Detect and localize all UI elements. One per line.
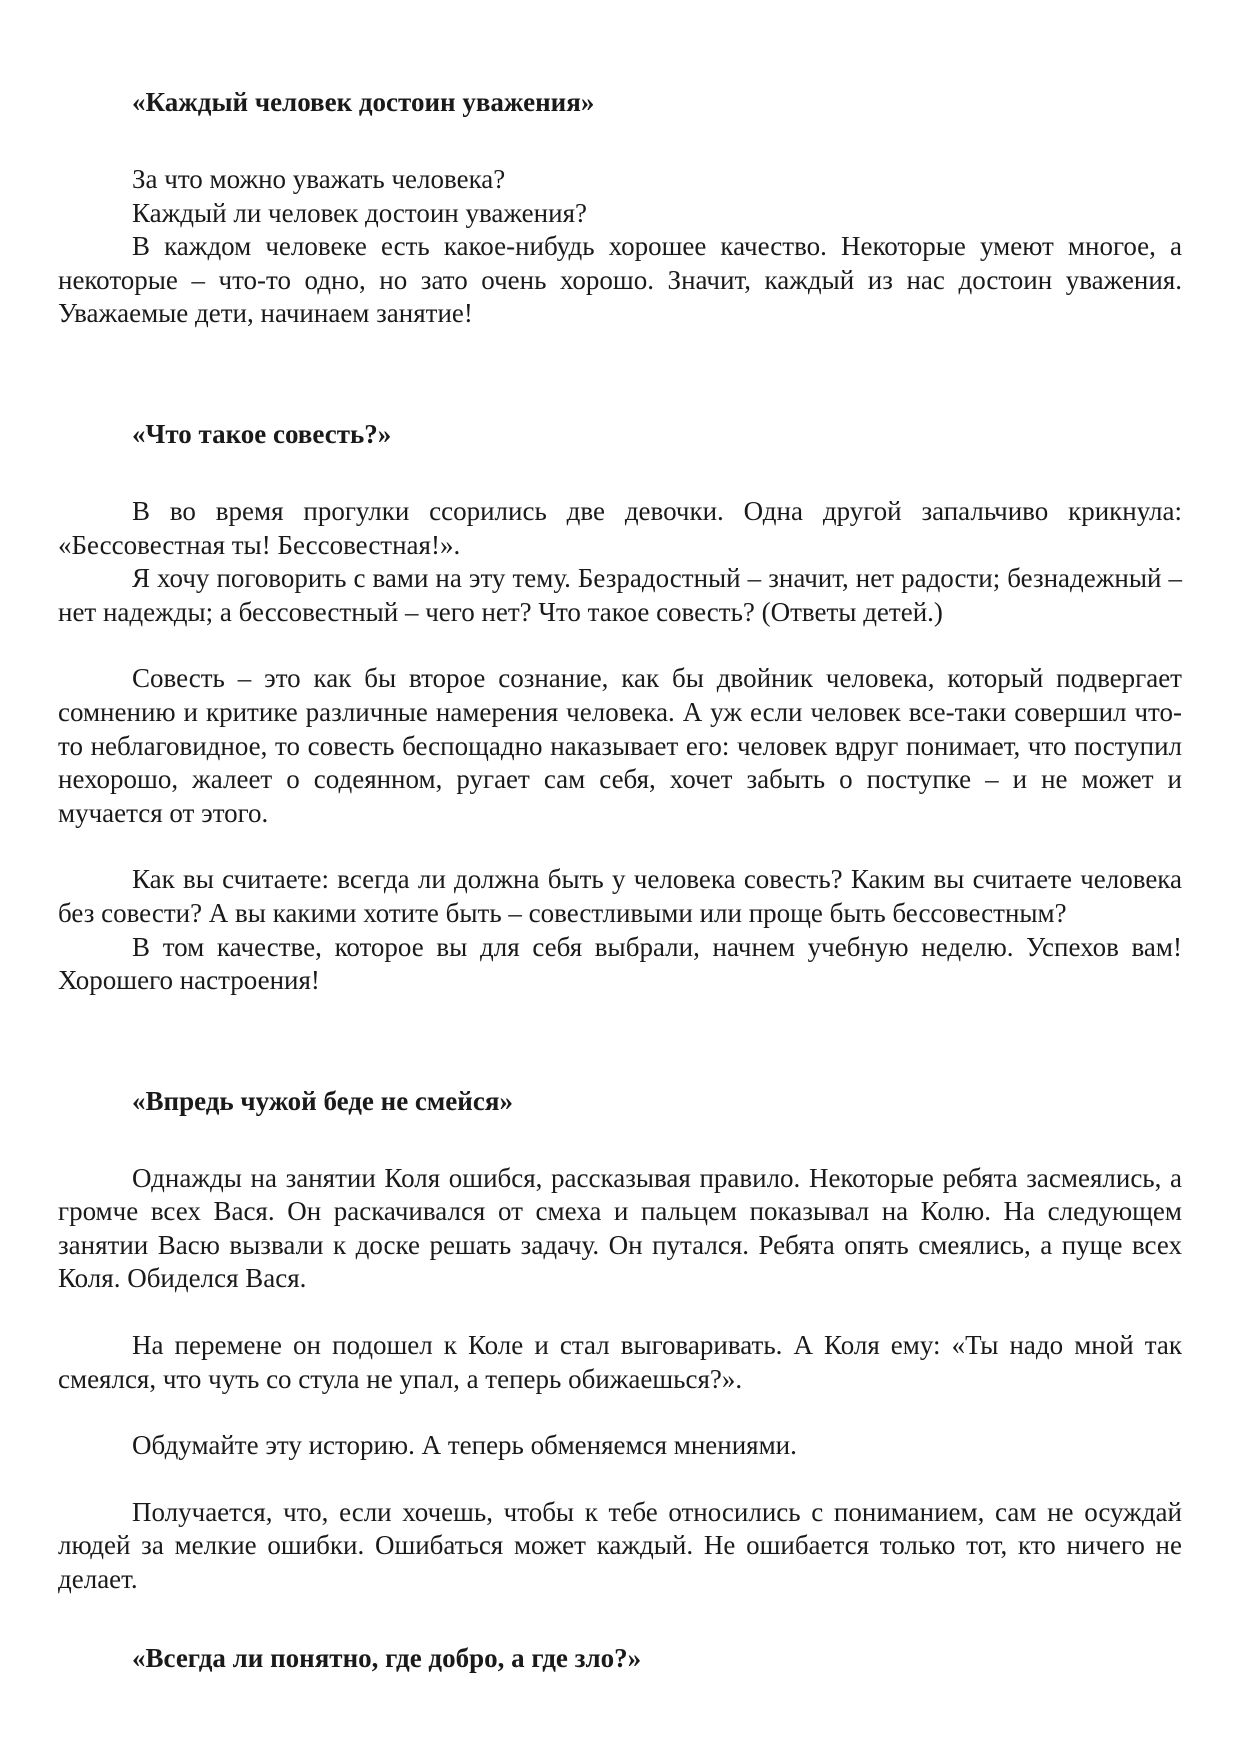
paragraph: Каждый ли человек достоин уважения? — [132, 197, 587, 228]
document-body — [58, 85, 1182, 1675]
section-title: «Всегда ли понятно, где добро, а где зло?» — [132, 1642, 642, 1673]
paragraph: Однажды на занятии Коля ошибся, рассказывая правило. Некоторые ребята засмеялись, а громче всех Вася. Он раскачивался от смеха и пальцем показывал на Колю. На следующем занятии Васю вызвали к доске решать задачу. Он путался. Ребята опять смеялись, а пуще всех Коля. Обиделся Вася. — [58, 1162, 1182, 1294]
paragraph: Обдумайте эту историю. А теперь обменяемся мнениями. — [132, 1430, 797, 1461]
paragraph: В том качестве, которое вы для себя выбрали, начнем учебную неделю. Успехов вам! Хорошего настроения! — [58, 931, 1182, 996]
section-title: «Что такое совесть?» — [132, 418, 392, 449]
paragraph: На перемене он подошел к Коле и стал выговаривать. А Коля ему: «Ты надо мной так смеялся, что чуть со стула не упал, а теперь обижаешься?». — [58, 1330, 1182, 1394]
paragraph: За что можно уважать человека? — [132, 164, 506, 194]
paragraph: Получается, что, если хочешь, чтобы к тебе относились с пониманием, сам не осуждай людей за мелкие ошибки. Ошибаться может каждый. Не ошибается только тот, кто ничего не делает. — [58, 1496, 1182, 1595]
paragraph: В каждом человеке есть какое-нибудь хорошее качество. Некоторые умеют многое, а некоторые – что-то одно, но зато очень хорошо. Значит, каждый из нас достоин уважения. Уважаемые дети, начинаем занятие! — [58, 231, 1182, 329]
paragraph: В во время прогулки ссорились две девочки. Одна другой запальчиво крикнула: «Бессовестная ты! Бессовестная!». — [58, 495, 1182, 560]
paragraph: Как вы считаете: всегда ли должна быть у человека совесть? Каким вы считаете человека без совести? А вы какими хотите быть – совестливыми или проще быть бессовестным? — [58, 864, 1182, 928]
section-title: «Впредь чужой беде не смейся» — [132, 1085, 513, 1116]
section-title: «Каждый человек достоин уважения» — [132, 87, 595, 117]
paragraph: Я хочу поговорить с вами на эту тему. Безрадостный – значит, нет радости; безнадежный – нет надежды; а бессовестный – чего нет? Что такое совесть? (Ответы детей.) — [58, 563, 1182, 627]
paragraph: Совесть – это как бы второе сознание, как бы двойник человека, который подвергает сомнению и критике различные намерения человека. А уж если человек все-таки совершил что-то неблаговидное, то совесть беспощадно наказывает его: человек вдруг понимает, что поступил нехорошо, жалеет о содеянном, ругает сам себя, хочет забыть о поступке – и не может и мучается от этого. — [58, 663, 1182, 828]
